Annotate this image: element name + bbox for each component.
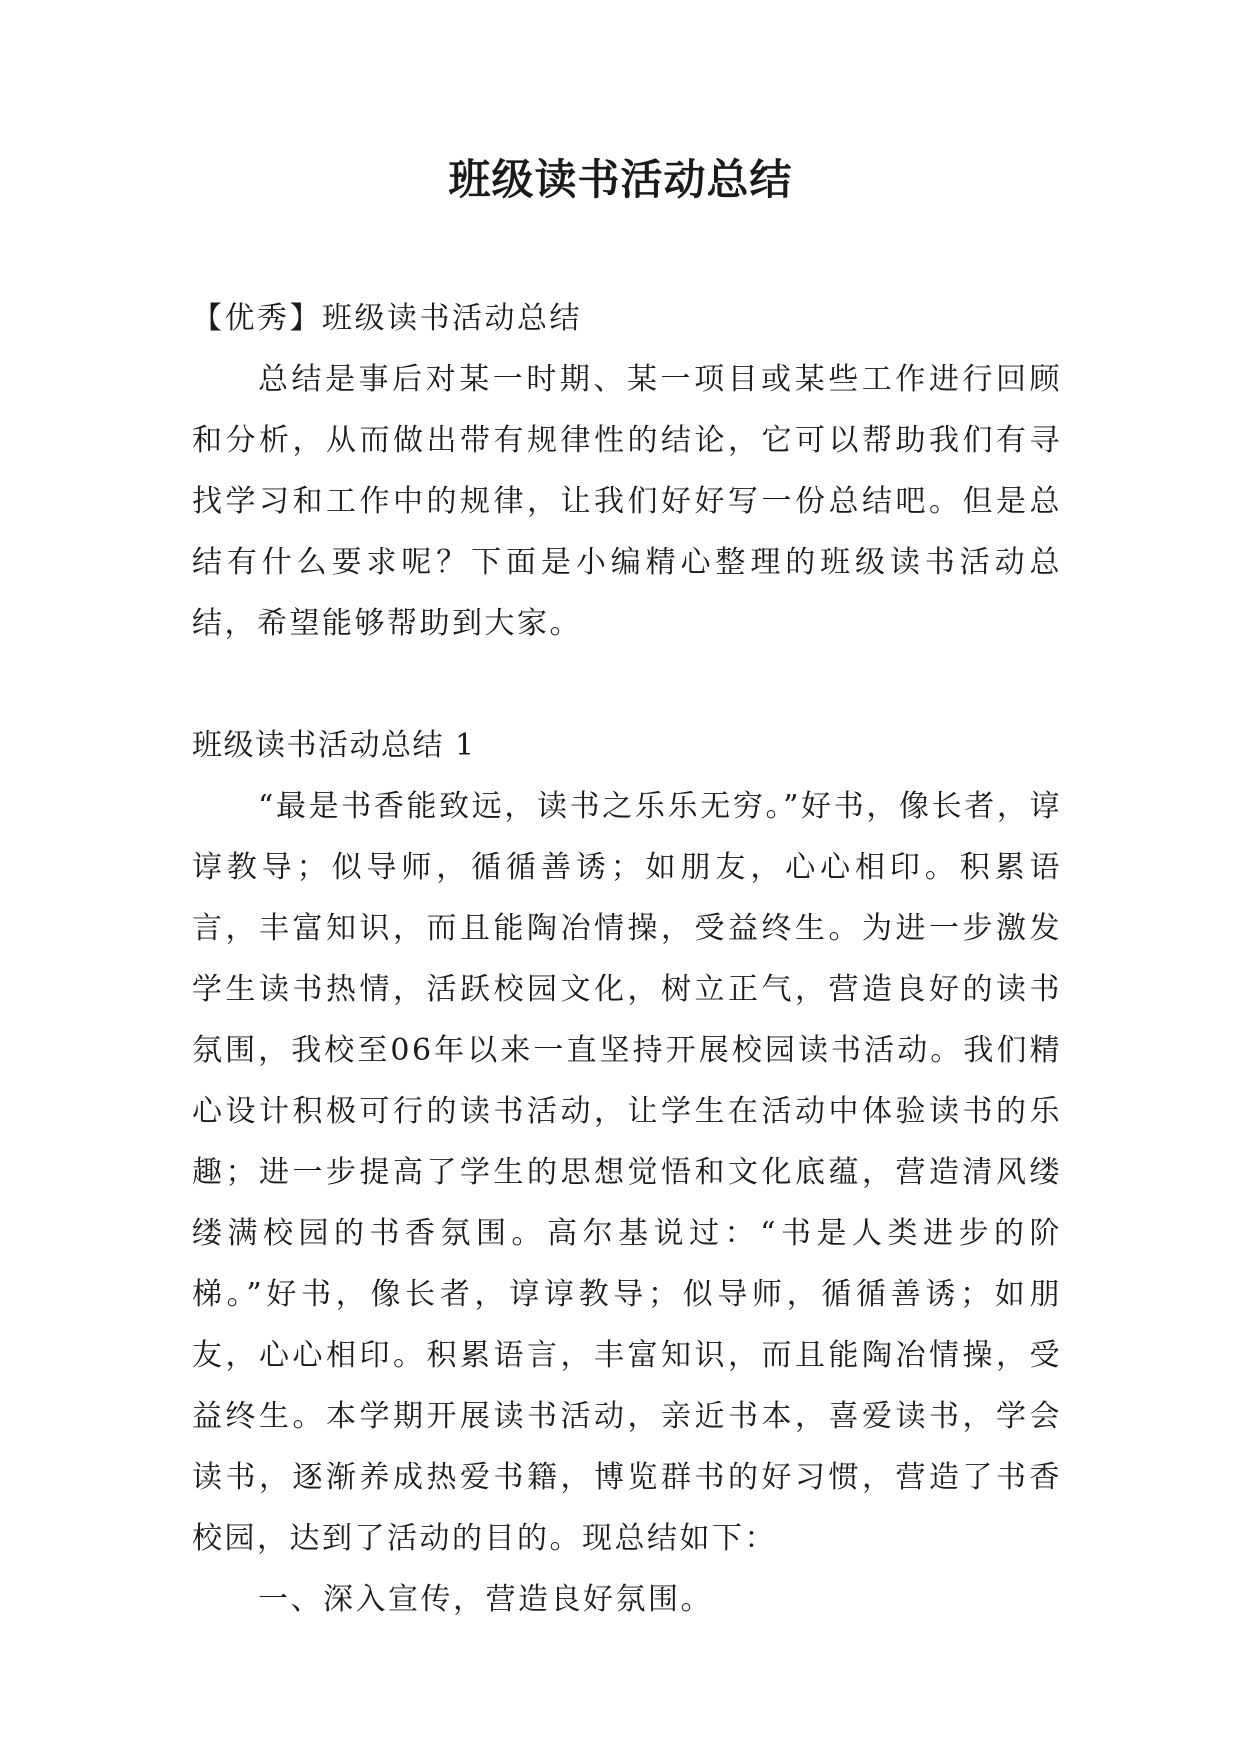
- section-title: 班级读书活动总结 1: [192, 728, 476, 763]
- subtitle: 【优秀】班级读书活动总结: [192, 301, 582, 336]
- intro-paragraph: 总结是事后对某一时期、某一项目或某些工作进行回顾和分析，从而做出带有规律性的结论，它可以帮助我们有寻找学习和工作中的规律，让我们好好写一份总结吧。但是总结有什么要求呢？下面是小编精心整理的班级读书活动总结，希望能够帮助到大家。: [192, 362, 1062, 641]
- paragraph-spacer: [192, 654, 1062, 715]
- point-heading: 一、深入宣传，营造良好氛围。: [258, 1582, 713, 1617]
- document-body: [192, 288, 1062, 1630]
- section-paragraph: “最是书香能致远，读书之乐乐无穷。”好书，像长者，谆谆教导；似导师，循循善诱；如朋友，心心相印。积累语言，丰富知识，而且能陶冶情操，受益终生。为进一步激发学生读书热情，活跃校园文化，树立正气，营造良好的读书氛围，我校至06年以来一直坚持开展校园读书活动。我们精心设计积极可行的读书活动，让学生在活动中体验读书的乐趣；进一步提高了学生的思想觉悟和文化底蕴，营造清风缕缕满校园的书香氛围。高尔基说过：“书是人类进步的阶梯。”好书，像长者，谆谆教导；似导师，循循善诱；如朋友，心心相印。积累语言，丰富知识，而且能陶冶情操，受益终生。本学期开展读书活动，亲近书本，喜爱读书，学会读书，逐渐养成热爱书籍，博览群书的好习惯，营造了书香校园，达到了活动的目的。现总结如下：: [192, 789, 1062, 1556]
- document-title: 班级读书活动总结: [448, 155, 793, 204]
